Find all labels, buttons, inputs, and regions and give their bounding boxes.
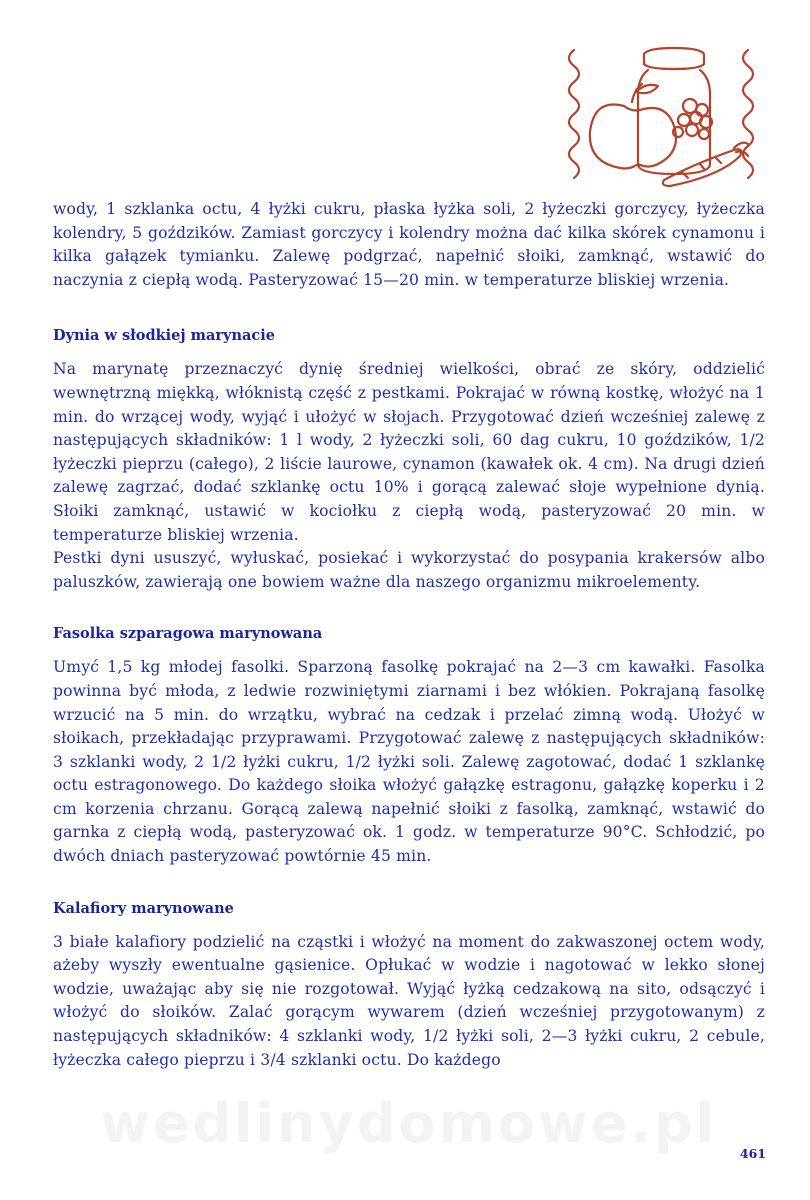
watermark: wedlinydomowe.pl [100,1092,718,1155]
dynia-paragraph-2: Pestki dyni ususzyć, wyłuskać, posiekać i wykorzystać do posypania krakersów albo paluszków, zawierają one bowiem ważne dla naszego organizmu mikroelementy. [53,549,765,591]
recipe-title-fasolka: Fasolka szparagowa marynowana [53,625,323,643]
recipe-title-dynia: Dynia w słodkiej marynacie [53,327,275,345]
jar-with-apple-and-vegetables-drawing [552,40,767,190]
continued-recipe-paragraph: wody, 1 szklanka octu, 4 łyżki cukru, płaska łyżka soli, 2 łyżeczki gorczycy, łyżeczka kolendry, 5 goździków. Zamiast gorczycy i kolendry można dać kilka skórek cynamonu i kilka gałązek tymianku. Zalewę podgrzać, napełnić słoiki, zamknąć, wstawić do naczynia z ciepłą wodą. Pasteryzować 15—20 min. w temperaturze bliskiej wrzenia. [53,200,765,289]
page-number: 461 [739,1146,766,1161]
dynia-paragraph-1: Na marynatę przeznaczyć dynię średniej wielkości, obrać ze skóry, oddzielić wewnętrzną miękką, włóknistą część z pestkami. Pokrajać w równą kostkę, włożyć na 1 min. do wrzącej wody, wyjąć i ułożyć w słojach. Przygotować dzień wcześniej zalewę z następujących składników: 1 l wody, 2 łyżeczki soli, 60 dag cukru, 10 goździków, 1/2 łyżeczki pieprzu (całego), 2 liście laurowe, cynamon (kawałek ok. 4 cm). Na drugi dzień zalewę zagrzać, dodać szklankę octu 10% i gorącą zalewać słoje wypełnione dynią. Słoiki zamknąć, ustawić w kociołku z ciepłą wodą, pasteryzować 20 min. w temperaturze bliskiej wrzenia. [53,360,765,544]
recipe-title-kalafiory: Kalafiory marynowane [53,899,234,917]
fasolka-paragraph: Umyć 1,5 kg młodej fasolki. Sparzoną fasolkę pokrajać na 2—3 cm kawałki. Fasolka powinna być młoda, z ledwie rozwiniętymi ziarnami i bez włókien. Pokrajaną fasolkę wrzucić na 5 min. do wrzątku, wybrać na cedzak i przelać zimną wodą. Ułożyć w słoikach, przekładając przyprawami. Przygotować zalewę z następujących składników: 3 szklanki wody, 2 1/2 łyżki cukru, 1/2 łyżki soli. Zalewę zagotować, dodać 1 szklankę octu estragonowego. Do każdego słoika włożyć gałązkę estragonu, gałązkę koperku i 2 cm korzenia chrzanu. Gorącą zalewą napełnić słoiki z fasolką, zamknąć, wstawić do garnka z ciepłą wodą, pasteryzować ok. 1 godz. w temperaturze 90°C. Schłodzić, po dwóch dniach pasteryzować powtórnie 45 min. [53,658,765,866]
kalafiory-paragraph: 3 białe kalafiory podzielić na cząstki i włożyć na moment do zakwaszonej octem wody, ażeby wyszły ewentualne gąsienice. Opłukać w wodzie i nagotować w lekko słonej wodzie, uważając aby się nie rozgotował. Wyjąć łyżką cedzakową na sito, odsączyć i włożyć do słoików. Zalać gorącym wywarem (dzień wcześniej przygotowanym) z następujących składników: 4 szklanki wody, 1/2 łyżki soli, 2—3 łyżki cukru, 2 cebule, łyżeczka całego pieprzu i 3/4 szklanki octu. Do każdego [53,932,765,1069]
recipe-content [53,198,765,1072]
